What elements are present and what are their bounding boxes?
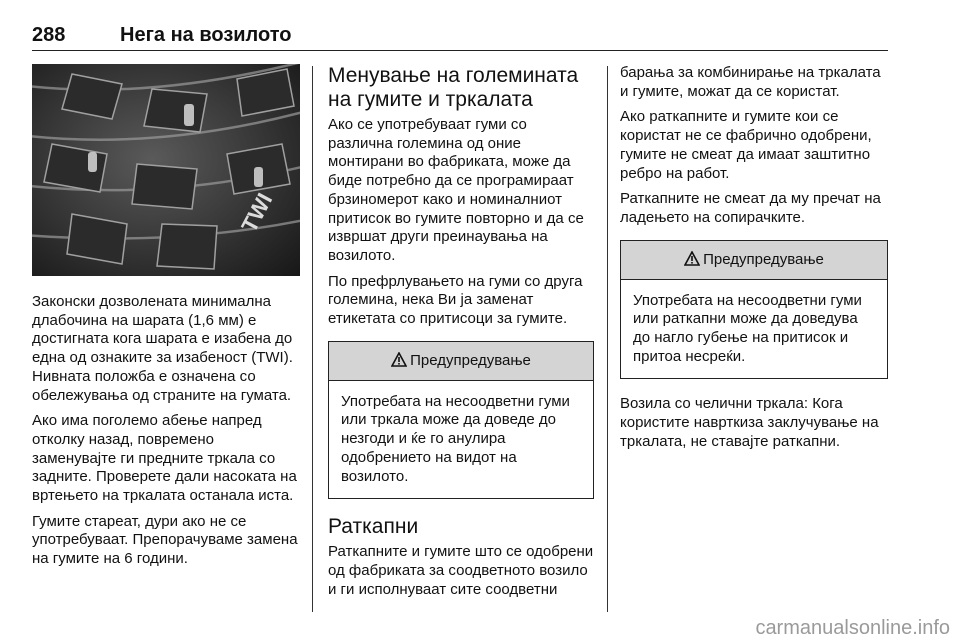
warning-header: [621, 241, 887, 280]
paragraph: Ако раткапните и гумите кои се користат не се фабрично одобрени, гумите не смеат да имаат заштитно ребро на работ.: [620, 108, 872, 182]
warning-header: [329, 342, 593, 381]
warning-text: Употребата на несоодветни гуми или тркала може да доведе до незгоди и ќе го анулира одобрението на видот на возилото.: [341, 392, 570, 485]
column-divider: [607, 66, 608, 612]
twi-label: TWI: [236, 189, 278, 237]
paragraph: Возила со челични тркала: Кога користите наврткиза заклучување на тркалата, не ставајте раткапни.: [620, 395, 879, 450]
paragraph: Ако има поголемо абење напред отколку назад, повремено заменувајте ги предните тркала со задните. Проверете дали насоката на вртењето на тркалата останала иста.: [32, 412, 297, 505]
tire-tread-image: [32, 64, 300, 276]
column-divider: [312, 66, 313, 612]
paragraph: Гумите стареат, дури ако не се употребуваат. Препорачуваме замена на гумите на 6 години.: [32, 512, 298, 568]
warning-box: [620, 240, 888, 380]
warning-text: Употребата на несоодветни гуми или раткапни може да доведува до нагло губење на притисок и притоа несреќи.: [633, 291, 862, 365]
section-heading: Менување на големината на гумите и тркалата: [328, 64, 579, 111]
paragraph: Раткапните и гумите што се одобрени од фабриката за соодветното возило и ги исполнуваат сите соодветни: [328, 543, 594, 598]
paragraph: Ако се употребуваат гуми со различна големина од оние монтирани во фабриката, може да биде потребно да се програмираат брзиномерот како и номиналниот притисок во гумите повторно и да се извршат други преинаувања на возилото.: [328, 116, 584, 264]
column-1: [32, 64, 300, 576]
column-3: [620, 64, 888, 459]
page-header: [32, 20, 888, 51]
tire-tread-illustration: [32, 64, 300, 276]
warning-icon: [684, 243, 700, 281]
page-number: 288: [32, 24, 66, 46]
paragraph: Раткапните не смеат да му пречат на ладењето на сопирачките.: [620, 190, 881, 226]
warning-icon: [391, 344, 407, 382]
section-heading: Раткапни: [328, 515, 419, 539]
paragraph: барања за комбинирање на тркалата и гумите, можат да се користат.: [620, 64, 881, 100]
chapter-title: Нега на возилото: [120, 24, 292, 46]
warning-box: [328, 341, 594, 500]
warning-title: Предупредување: [703, 250, 824, 268]
paragraph: Законски дозволената минимална длабочина на шарата (1,6 мм) е достигната кога шарата е изабена до една од ознаките за изабеност (TWI). Нивната положба е означена со обележувања од страните на гумата.: [32, 293, 293, 404]
watermark: carmanualsonline.info: [755, 617, 950, 639]
warning-title: Предупредување: [410, 351, 531, 369]
column-2: [328, 64, 594, 606]
paragraph: По префрлувањето на гуми со друга големина, нека Ви ја заменат етикетата со притисоци за гумите.: [328, 272, 583, 328]
